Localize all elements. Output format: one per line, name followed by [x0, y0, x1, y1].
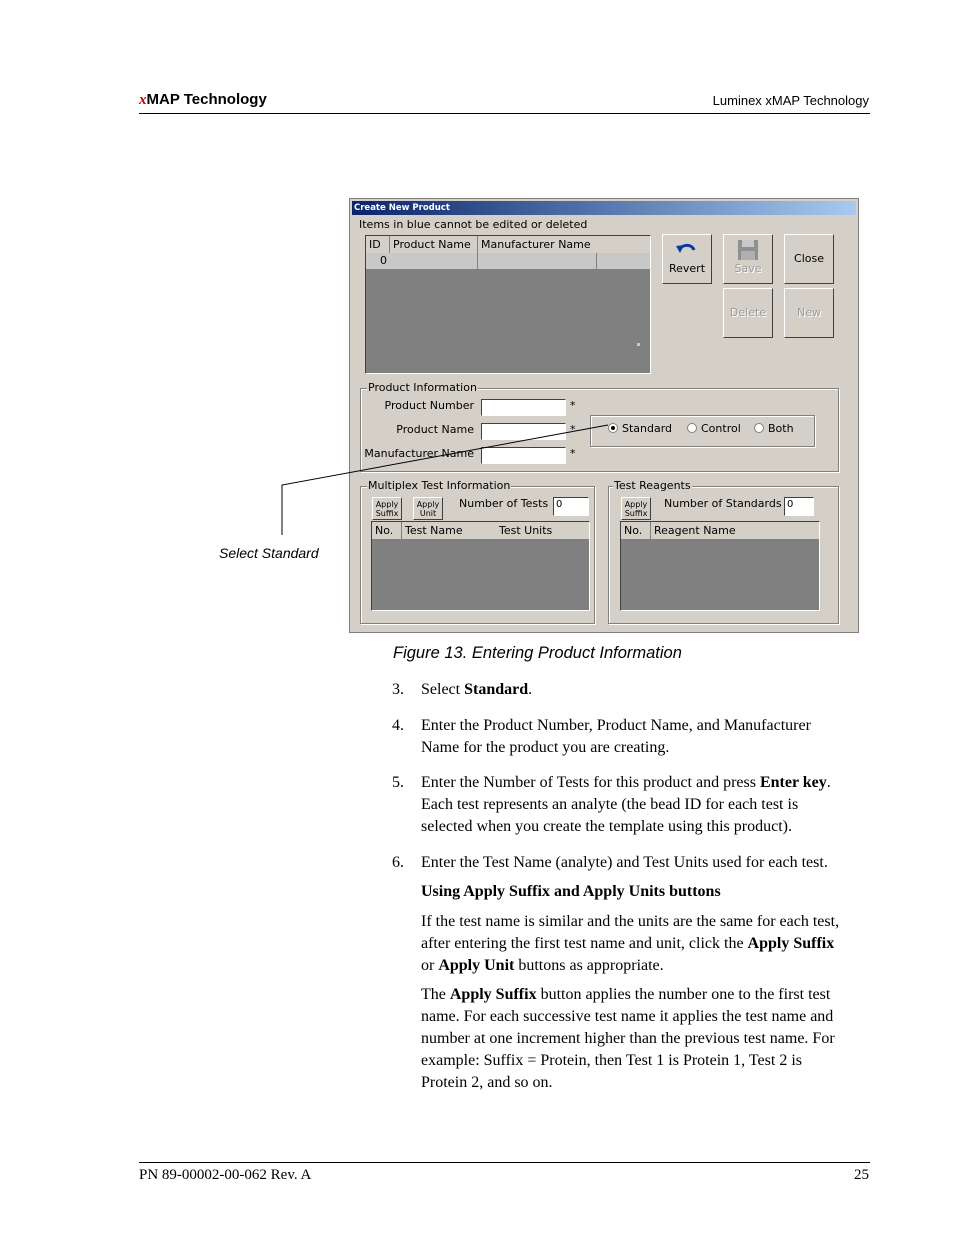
page-number: 25 — [854, 1167, 869, 1183]
required-mark: * — [570, 399, 576, 412]
header-title: xMAP Technology — [139, 91, 267, 108]
product-info-title: Product Information — [368, 381, 477, 394]
product-number-label: Product Number — [384, 399, 474, 412]
apply-suffix-button[interactable]: Apply Suffix — [621, 497, 651, 520]
product-name-label: Product Name — [396, 423, 474, 436]
apply-unit-button[interactable]: Apply Unit — [413, 497, 443, 520]
required-mark: * — [570, 447, 576, 460]
col-manufacturer-name: Manufacturer Name — [481, 238, 591, 251]
close-button[interactable]: Close — [784, 234, 834, 284]
required-mark: * — [570, 423, 576, 436]
manufacturer-name-label: Manufacturer Name — [364, 447, 474, 460]
step-number: 3. — [392, 681, 404, 698]
number-of-standards-label: Number of Standards — [664, 497, 782, 510]
step-number: 6. — [392, 854, 404, 871]
tests-grid-header: No. Test Name Test Units — [372, 522, 589, 540]
multiplex-title: Multiplex Test Information — [368, 479, 511, 492]
revert-button[interactable]: Revert — [662, 234, 712, 284]
header-right: Luminex xMAP Technology — [712, 93, 869, 108]
number-of-tests-label: Number of Tests — [459, 497, 549, 510]
dialog-titlebar: Create New Product — [352, 201, 856, 215]
step-5: Enter the Number of Tests for this product and press Enter key. Each test represents an analyte (the bead ID for each test is selected when you create the template using this product). — [421, 774, 831, 835]
col-id: ID — [366, 236, 390, 253]
callout-select-standard: Select Standard — [219, 545, 319, 561]
footer-rule — [139, 1162, 870, 1163]
apply-suffix-button[interactable]: Apply Suffix — [372, 497, 402, 520]
radio-standard[interactable]: Standard — [608, 422, 672, 435]
paragraph-apply-suffix: The Apply Suffix button applies the number one to the first test name. For each successive test name it applies the test name and number at one increment higher than the previous test name. For example: Suffix = Protein, then Test 1 is Protein 1, Test 2 is Protein 2, and so on. — [421, 986, 835, 1091]
col-product-name: Product Name — [390, 236, 478, 253]
number-of-tests-input[interactable]: 0 — [553, 497, 589, 516]
step-3: Select Standard. — [421, 681, 533, 698]
figure-caption: Figure 13. Entering Product Information — [393, 644, 682, 662]
step-number: 5. — [392, 774, 404, 791]
paragraph-apply-buttons: If the test name is similar and the units are the same for each test, after entering the first test name and unit, click the Apply Suffix or Apply Unit buttons as appropriate. — [421, 913, 840, 974]
subheading: Using Apply Suffix and Apply Units buttons — [421, 883, 721, 900]
delete-button[interactable]: Delete — [723, 288, 773, 338]
step-4: Enter the Product Number, Product Name, and Manufacturer Name for the product you are creating. — [421, 717, 811, 756]
dialog-note: Items in blue cannot be edited or deleted — [359, 218, 588, 231]
step-6: Enter the Test Name (analyte) and Test Units used for each test. — [421, 854, 828, 871]
footer-part-number: PN 89-00002-00-062 Rev. A — [139, 1167, 312, 1183]
reagents-title: Test Reagents — [614, 479, 691, 492]
step-number: 4. — [392, 717, 404, 734]
radio-both[interactable]: Both — [754, 422, 794, 435]
reagents-grid-header: No. Reagent Name — [621, 522, 819, 540]
new-button[interactable]: New — [784, 288, 834, 338]
table-row[interactable]: 0 — [366, 253, 650, 269]
radio-control[interactable]: Control — [687, 422, 741, 435]
save-button[interactable]: Save — [723, 234, 773, 284]
number-of-standards-input[interactable]: 0 — [784, 497, 814, 516]
